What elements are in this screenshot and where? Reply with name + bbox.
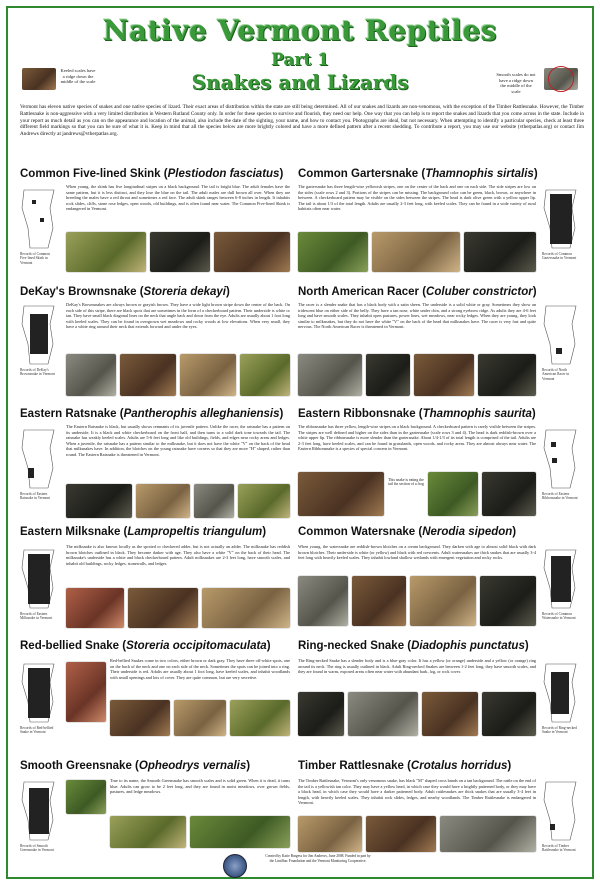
- species-photo: [110, 816, 186, 848]
- species-photo: [240, 354, 290, 396]
- keeled-scale-caption: Keeled scales have a ridge down the middle of the scale: [60, 68, 96, 84]
- vermont-map: [20, 304, 58, 366]
- map-caption: Records of Common Watersnake in Vermont: [542, 612, 576, 621]
- species-title: Red-bellied Snake (Storeria occipitomaculata): [20, 640, 271, 652]
- species-photo: [352, 576, 406, 626]
- species-photo: [194, 484, 234, 518]
- map-caption: Records of Smooth Greensnake in Vermont: [20, 844, 54, 853]
- intro-paragraph: Vermont has eleven native species of snakes and one native species of lizard. Their exact areas of distribution within the state are still being determined. All of our snakes and lizards are non-venomous, with the exception of the Timber Rattlesnake. However, the Timber Rattlesnake is non-aggressive with a very limited distribution in Western Rutland County only. In order for these species to survive and flourish, they need our help. One way that you can help is to report the snakes and lizards that you come across in the state. Include in your report as much detail as you can on the appearance and location of the animal, also include the date of the sighting, your name, and how to contact you. Photographs are ideal, but not necessary. When attempting to identify a particular species, check at least three different field markings so that you can be sure of what it is. Keep in mind that all the species below are more brightly colored and have a more defined pattern after a recent shedding. To contribute a report, you may use our website (vtherpatlas.org) or contact Jim Andrews directly at jandrews@vtherpatlas.org.: [20, 104, 584, 138]
- species-photo: [202, 588, 290, 628]
- species-photo: [110, 700, 170, 736]
- species-description: When young, the skink has five longitudinal stripes on a black background. The tail is bright blue. The adult females have the same pattern, but it is less distinct, and they lose the blue on the tail. The adult males are dull brown all over. When they are breeding the males have a red throat and sometimes a red face. The adult skink ranges between 6-8 inches in length. It inhabits rock slides, cliffs, stone rose ledges, open woods, old buildings, and is often found near water. The Common Five-lined Skink is endangered in Vermont.: [66, 184, 290, 212]
- vermont-map: [542, 548, 580, 610]
- map-caption: Records of Eastern Ratsnake in Vermont: [20, 492, 51, 501]
- vermont-map: [20, 188, 58, 250]
- species-title: Timber Rattlesnake (Crotalus horridus): [298, 760, 512, 772]
- species-title: Common Watersnake (Nerodia sipedon): [298, 526, 517, 538]
- species-title: Eastern Ratsnake (Pantherophis alleghaniensis): [20, 408, 284, 420]
- species-photo: [478, 354, 536, 396]
- species-photo: [120, 354, 176, 396]
- vermont-map: [542, 780, 580, 842]
- smooth-scale-caption: Smooth scales do not have a ridge down the middle of the scale: [496, 72, 536, 94]
- poster-subtitle: Snakes and Lizards: [191, 70, 409, 94]
- species-photo: [464, 232, 536, 272]
- species-photo: [238, 484, 290, 518]
- vermont-map: [542, 662, 580, 724]
- species-photo: [230, 700, 290, 736]
- species-description: The Ring-necked Snake has a slender body and is a blue-gray color. It has a yellow (or orange) underside and a yellow (or orange) ring around its neck. The ring is usually outlined in black. Adult Ring-necked Snakes are between 1-2 feet long, they have smooth scales, and they are found in warm, exposed areas often near water with abundant bark, log, or rock cover.: [298, 658, 536, 675]
- species-photo: [366, 354, 410, 396]
- species-description: The racer is a slender snake that has a black body with a satin sheen. The underside is a solid white or gray. Sometimes they show an iridescent blue on either side of the belly. They have a tan nose, white under chin, and a strong eyebrow ridge. As adults they are 4-6 feet long and have smooth scales. They inhabit open pastures, power lines, wet meadows, near rocky ledges. When they are young, they look similar to milksnakes, but they do not have the white "V" on the back of the head that milksnakes have. The racer is very fast and quite nervous. The North American Racer is threatened in Vermont.: [298, 302, 536, 330]
- species-photo: [150, 232, 210, 272]
- species-photo: [136, 484, 190, 518]
- credits-footer: Created by Katie Burgess for Jim Andrews, June 2008. Funded in part by the Lintilhac Foundation and the Vermont Monitoring Cooperative.: [265, 854, 371, 863]
- species-description: The gartersnake has three length-wise yellowish stripes, one on the center of the back and one on each side. The side stripes are low on the sides (scale rows 2 and 3). Portions of the stripes can be missing. The background color can be green, black, brown, or anywhere in between. A checkerboard pattern may be visible on the sides between the stripes. The head is dark olive green with a yellow upper lip. The tail is about 1/3 of the total length. Adults are usually 2-3 feet long, with keeled scales. They can be found in a wide variety of rural habitats often near water.: [298, 184, 536, 212]
- species-photo: [214, 232, 290, 272]
- map-caption: Records of Common Five-lined Skink in Vermont: [20, 252, 50, 265]
- species-photo: [174, 700, 226, 736]
- map-caption: Records of Eastern Ribbonsnake in Vermont: [542, 492, 578, 501]
- species-photo: [66, 232, 146, 272]
- species-description: The Timber Rattlesnake, Vermont's only venomous snake, has black "M" shaped cross bands on a tan background. The rattle on the end of the tail is a yellowish tan color. They may have a yellow head, in which case they would have a brightly patterned body, or they may have a black head, in which case they would have a darker patterned body. Adult rattlesnakes are thick snakes that are usually 3-4 feet in length, with heavily keeled scales. They inhabit rock slides, ledges, and nearby woodlands. The Timber Rattlesnake is endangered in Vermont.: [298, 778, 536, 806]
- species-photo: [128, 588, 198, 628]
- species-photo: [372, 232, 460, 272]
- species-photo: [190, 816, 290, 848]
- scale-highlight-circle: [548, 66, 574, 92]
- species-description: Red-bellied Snakes come in two colors, either brown or dark gray. They have three off-white spots, one on the back of the neck and one on each side of the neck. Sometimes the spots can be joined into a ring. Their underside is red. Adults are usually about 1 foot long, have keeled scales, and inhabit woodlands with small openings and lots of cover. They are quite common, but are very secretive.: [110, 658, 290, 680]
- species-photo: [298, 816, 362, 852]
- species-title: Smooth Greensnake (Opheodrys vernalis): [20, 760, 251, 772]
- species-title: Eastern Milksnake (Lampropeltis triangulum): [20, 526, 267, 538]
- map-caption: Records of DeKay's Brownsnake in Vermont: [20, 368, 55, 377]
- species-photo: [414, 354, 474, 396]
- species-photo: [180, 354, 236, 396]
- species-photo: [298, 232, 368, 272]
- species-description: The Eastern Ratsnake is black, but usually shows remnants of its juvenile pattern. Unlike the racer, the ratsnake has a pattern on its underside. It is a black and white checkerboard on the front half, and then turns to a solid dark tone towards the tail. The ratsnake has weakly keeled scales. Adults are 5-6 feet long and like old buildings, fields, and edges near rocky areas and ledges. When a juvenile, the ratsnake has a pattern similar to the milksnake, but it does not have the white "V" on the back of the head that milksnakes have. In addition, the blotches on the young ratsnake have corners so that they are more "H" shaped, rather than round. The Eastern Ratsnake is threatened in Vermont.: [66, 424, 290, 457]
- species-description: The ribbonsnake has three yellow, length-wise stripes on a black background. A checkerboard pattern is rarely visible between the stripes. The stripes are well defined and higher on the sides than in the gartersnake (scale rows 3 and 4). The head is dark reddish-brown over a white upper lip. The ribbonsnake is more slender than the gartersnake. About 1/4-1/3 of its total length is comprised of the tail. Adults are 2-3 feet long, have keeled scales, and can be found in grasslands, open woods, and rocky areas. They are almost always near water. The Eastern Ribbonsnake is a species of special concern in Vermont.: [298, 424, 536, 452]
- poster-part: Part 1: [271, 50, 329, 70]
- species-title: Common Five-lined Skink (Plestiodon fasciatus): [20, 168, 284, 180]
- species-photo: [482, 472, 536, 516]
- photo-caption: This snake is eating the tail fin section of a frog: [388, 478, 424, 487]
- species-photo: [66, 662, 106, 722]
- vermont-map: [20, 548, 58, 610]
- species-description: The milksnake is also known locally as the spotted or checkered adder, but is not actually an adder. The milksnake has reddish brown blotches outlined in black. They become darker with age. They also have a white "V" on the back of their head. The milksnake's underside has a white and black checkerboard pattern. Adult milksnakes are 2-3 feet long, have smooth scales, and inhabit old buildings, rocky ledges, stonewalls, and ledges.: [66, 544, 290, 566]
- poster: [6, 6, 594, 879]
- map-caption: Records of Red-bellied Snake in Vermont: [20, 726, 54, 735]
- map-caption: Records of Common Gartersnake in Vermont: [542, 252, 577, 261]
- species-photo: [298, 576, 348, 626]
- species-description: True to its name, the Smooth Greensnake has smooth scales and is solid green. When it is dead, it turns blue. Adults can grow to be 2 feet long, and they are found in moist meadows, over grown fields, pastures, and ledge meadows.: [110, 778, 290, 795]
- map-caption: Records of Ring-necked Snake in Vermont: [542, 726, 577, 735]
- keeled-scale-photo: [22, 68, 56, 90]
- vermont-map: [542, 188, 580, 250]
- species-description: When young, the watersnake are reddish-brown blotches on a cream background. They darken with age to almost solid black with dark brown blotches. Their underside is white (or yellow) and black with red crescents. Adult watersnakes are thick snakes that are usually 3-4 feet long with heavily keeled scales. They inhabit lowland shallow wetlands with emergent vegetation and rocky rocks.: [298, 544, 536, 561]
- species-photo: [482, 692, 536, 736]
- species-photo: [298, 354, 362, 396]
- species-photo: [66, 588, 124, 628]
- map-caption: Records of Timber Rattlesnake in Vermont: [542, 844, 576, 853]
- species-title: Ring-necked Snake (Diadophis punctatus): [298, 640, 529, 652]
- species-title: North American Racer (Coluber constrictor): [298, 286, 537, 298]
- species-photo: [66, 484, 132, 518]
- species-photo: [66, 354, 116, 396]
- species-photo: [348, 692, 418, 736]
- poster-title: Native Vermont Reptiles: [102, 14, 498, 47]
- species-photo: [298, 472, 384, 516]
- vermont-herp-atlas-logo: [223, 854, 247, 878]
- vermont-map: [20, 428, 58, 490]
- species-title: Eastern Ribbonsnake (Thamnophis saurita): [298, 408, 536, 420]
- species-photo: [410, 576, 476, 626]
- species-photo: [428, 472, 478, 516]
- species-title: Common Gartersnake (Thamnophis sirtalis): [298, 168, 538, 180]
- map-caption: Records of Eastern Milksnake in Vermont: [20, 612, 53, 621]
- species-photo: [422, 692, 478, 736]
- species-title: DeKay's Brownsnake (Storeria dekayi): [20, 286, 230, 298]
- map-caption: Records of North American Racer in Vermont: [542, 368, 570, 381]
- vermont-map: [20, 662, 58, 724]
- vermont-map: [542, 304, 580, 366]
- species-description: DeKay's Brownsnakes are always brown or grayish brown. They have a wide light brown stripe down the center of the back. On each side of this stripe, there are black spots that are sometimes in the form of a checkerboard pattern. Their underside is white or tan. They have small black diagonal lines on the neck that angle back and down from the eye. Adults are usually about 1 foot long with keeled scales. They can be found in overgrown wet meadows and rocky woods at low elevations. When very small, they have a white ring around their neck that extends forward and under the eyes.: [66, 302, 290, 330]
- species-photo: [440, 816, 536, 852]
- vermont-map: [20, 780, 58, 842]
- species-photo: [366, 816, 436, 852]
- species-photo: [298, 692, 344, 736]
- species-photo: [480, 576, 536, 626]
- vermont-map: [542, 428, 580, 490]
- species-photo: [66, 780, 106, 814]
